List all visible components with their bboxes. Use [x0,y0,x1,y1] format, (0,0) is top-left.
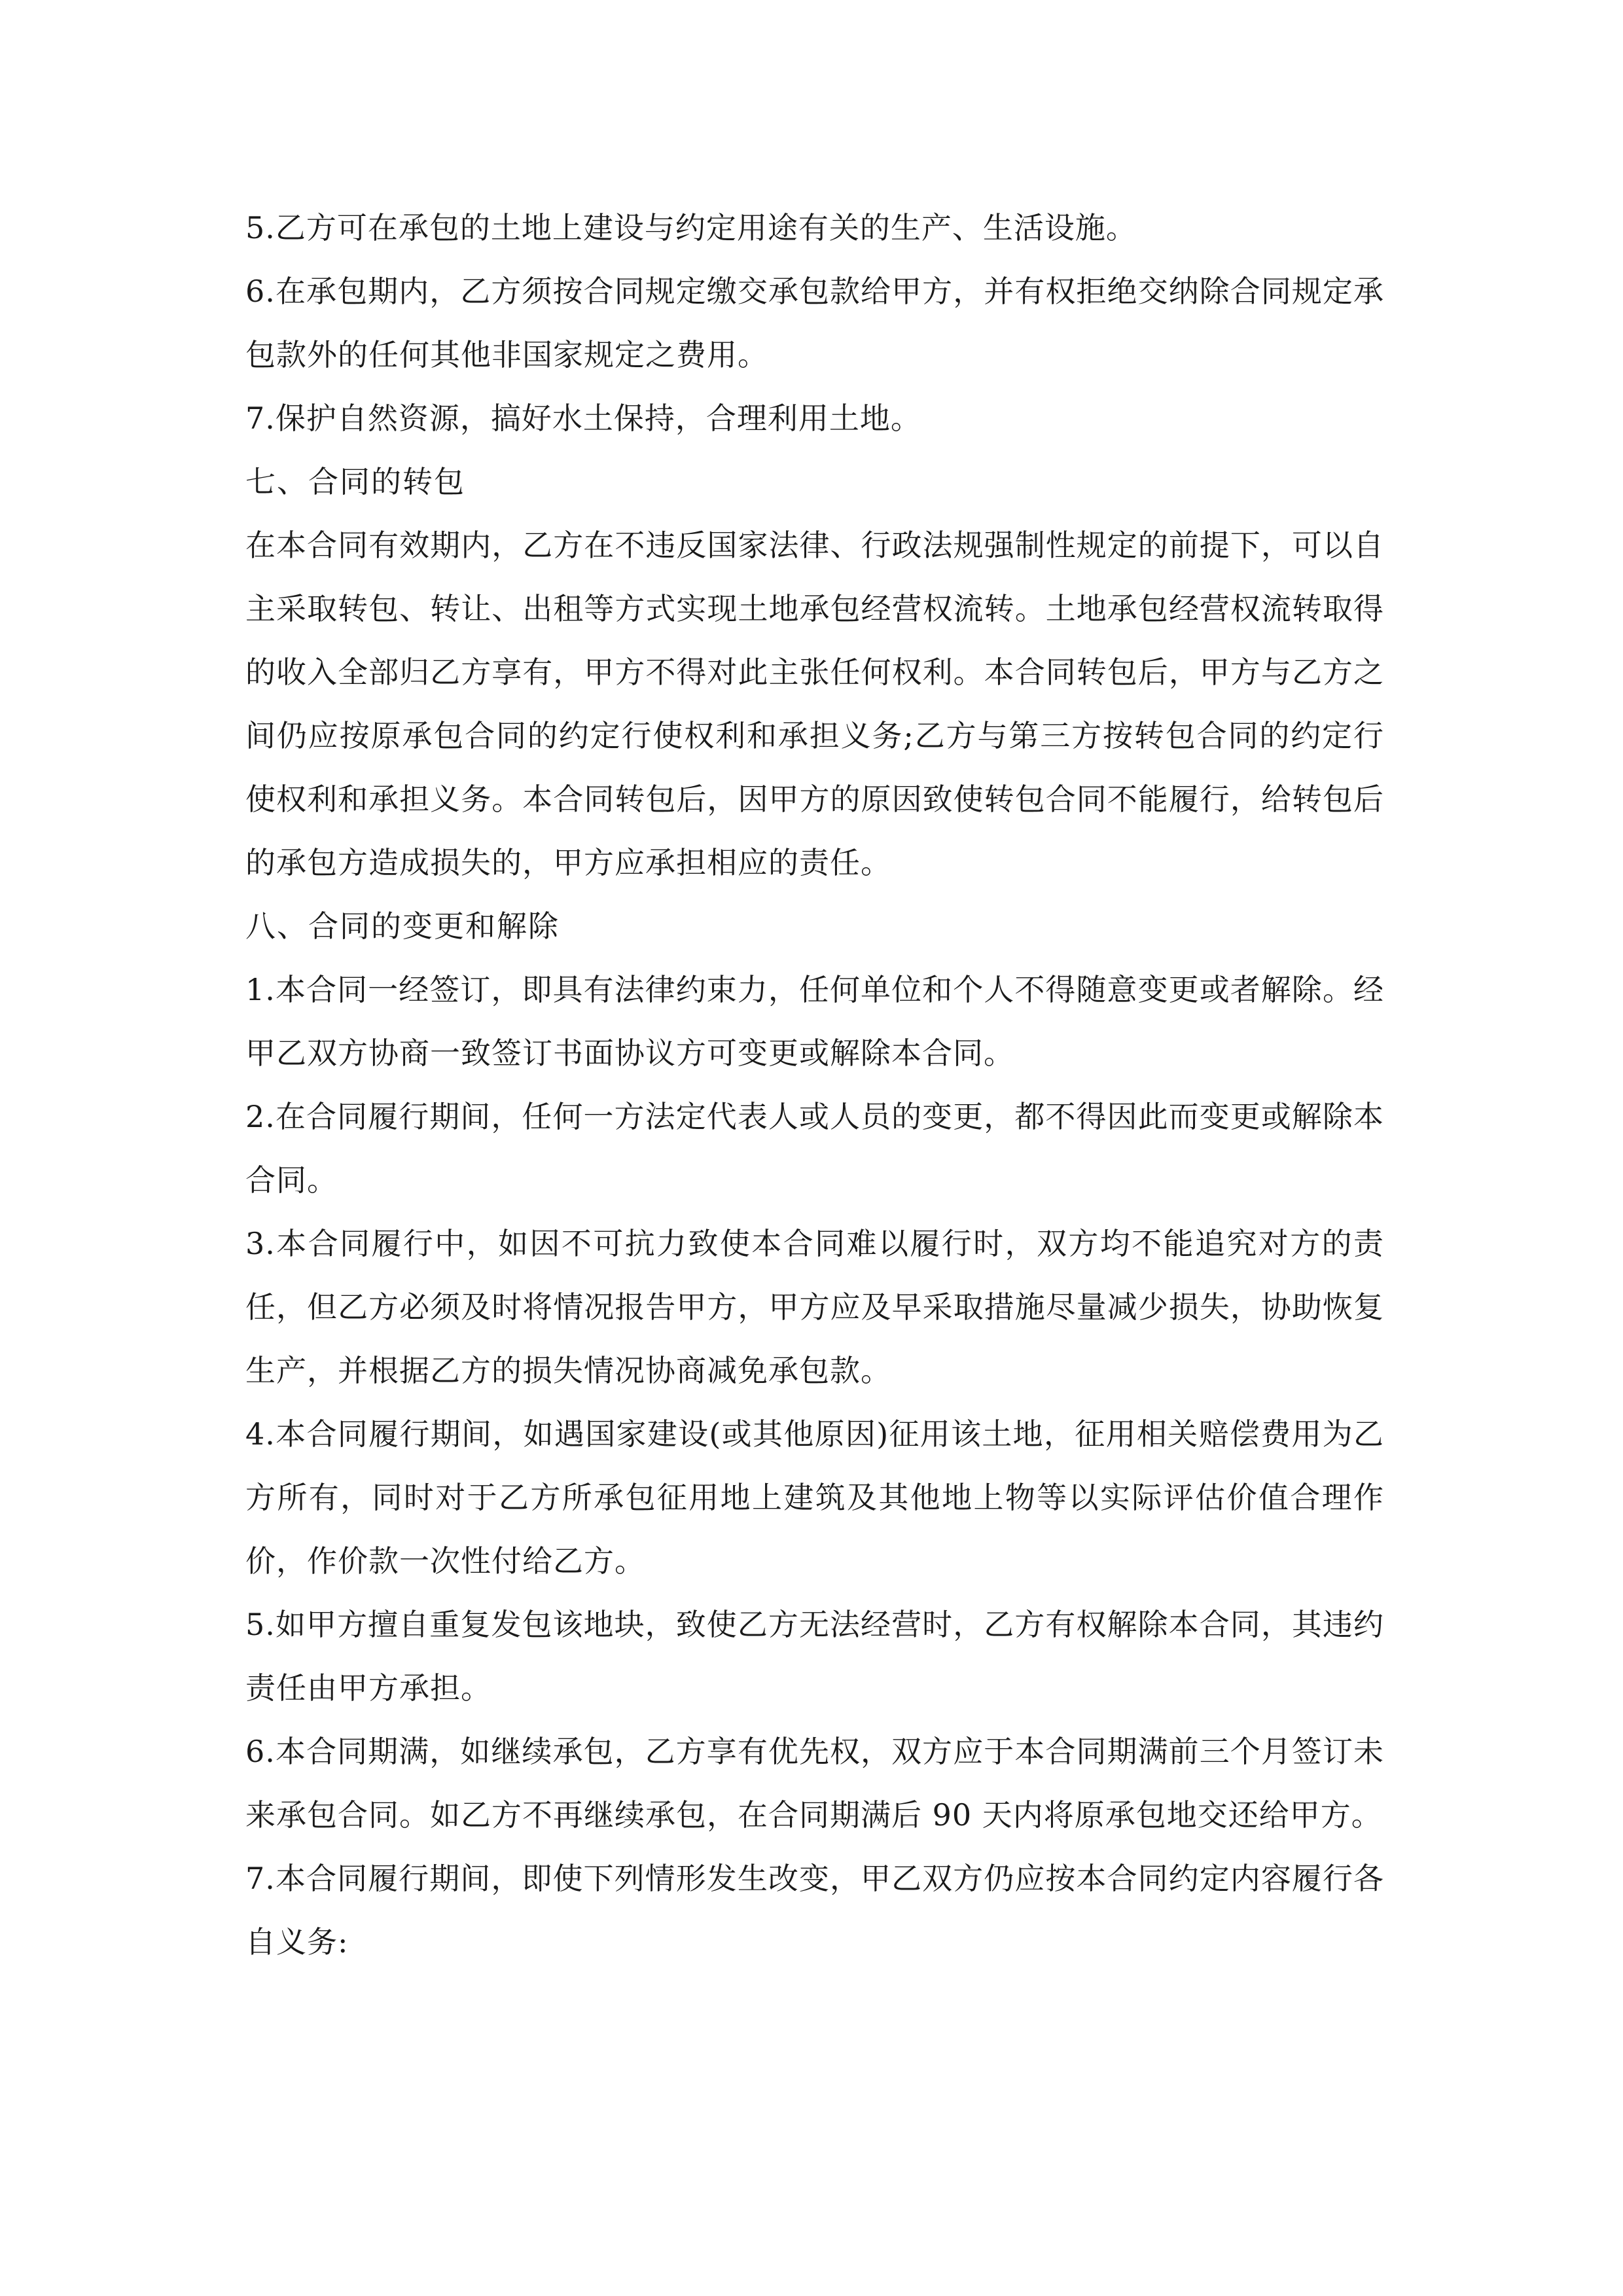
clause-8-5: 5.如甲方擅自重复发包该地块，致使乙方无法经营时，乙方有权解除本合同，其违约责任由甲方承担。 [245,1607,1384,1706]
section-heading-7: 七、合同的转包 [245,464,465,499]
clause-6-5: 5.乙方可在承包的土地上建设与约定用途有关的生产、生活设施。 [245,210,1137,245]
clause-8-2: 2.在合同履行期间，任何一方法定代表人或人员的变更，都不得因此而变更或解除本合同。 [245,1099,1384,1198]
clause-8-7: 7.本合同履行期间，即使下列情形发生改变，甲乙双方仍应按本合同约定内容履行各自义务: [245,1861,1384,1960]
section-heading-8: 八、合同的变更和解除 [245,908,560,944]
clause-6-7: 7.保护自然资源，搞好水土保持，合理利用土地。 [245,401,921,436]
clause-8-3: 3.本合同履行中，如因不可抗力致使本合同难以履行时，双方均不能追究对方的责任，但乙方必须及时将情况报告甲方，甲方应及早采取措施尽量减少损失，协助恢复生产，并根据乙方的损失情况协商减免承包款。 [245,1226,1384,1388]
clause-8-4: 4.本合同履行期间，如遇国家建设(或其他原因)征用该土地，征用相关赔偿费用为乙方所有，同时对于乙方所承包征用地上建筑及其他地上物等以实际评估价值合理作价，作价款一次性付给乙方。 [245,1416,1384,1579]
clause-6-6: 6.在承包期内，乙方须按合同规定缴交承包款给甲方，并有权拒绝交纳除合同规定承包款外的任何其他非国家规定之费用。 [245,274,1384,372]
document-body [245,196,1384,1974]
clause-8-1: 1.本合同一经签订，即具有法律约束力，任何单位和个人不得随意变更或者解除。经甲乙双方协商一致签订书面协议方可变更或解除本合同。 [245,972,1384,1071]
section-7-body: 在本合同有效期内，乙方在不违反国家法律、行政法规强制性规定的前提下，可以自主采取转包、转让、出租等方式实现土地承包经营权流转。土地承包经营权流转取得的收入全部归乙方享有，甲方不得对此主张任何权利。本合同转包后，甲方与乙方之间仍应按原承包合同的约定行使权利和承担义务;乙方与第三方按转包合同的约定行使权利和承担义务。本合同转包后，因甲方的原因致使转包合同不能履行，给转包后的承包方造成损失的，甲方应承担相应的责任。 [245,528,1384,880]
clause-8-6: 6.本合同期满，如继续承包，乙方享有优先权，双方应于本合同期满前三个月签订未来承包合同。如乙方不再继续承包，在合同期满后 90 天内将原承包地交还给甲方。 [245,1734,1384,1833]
